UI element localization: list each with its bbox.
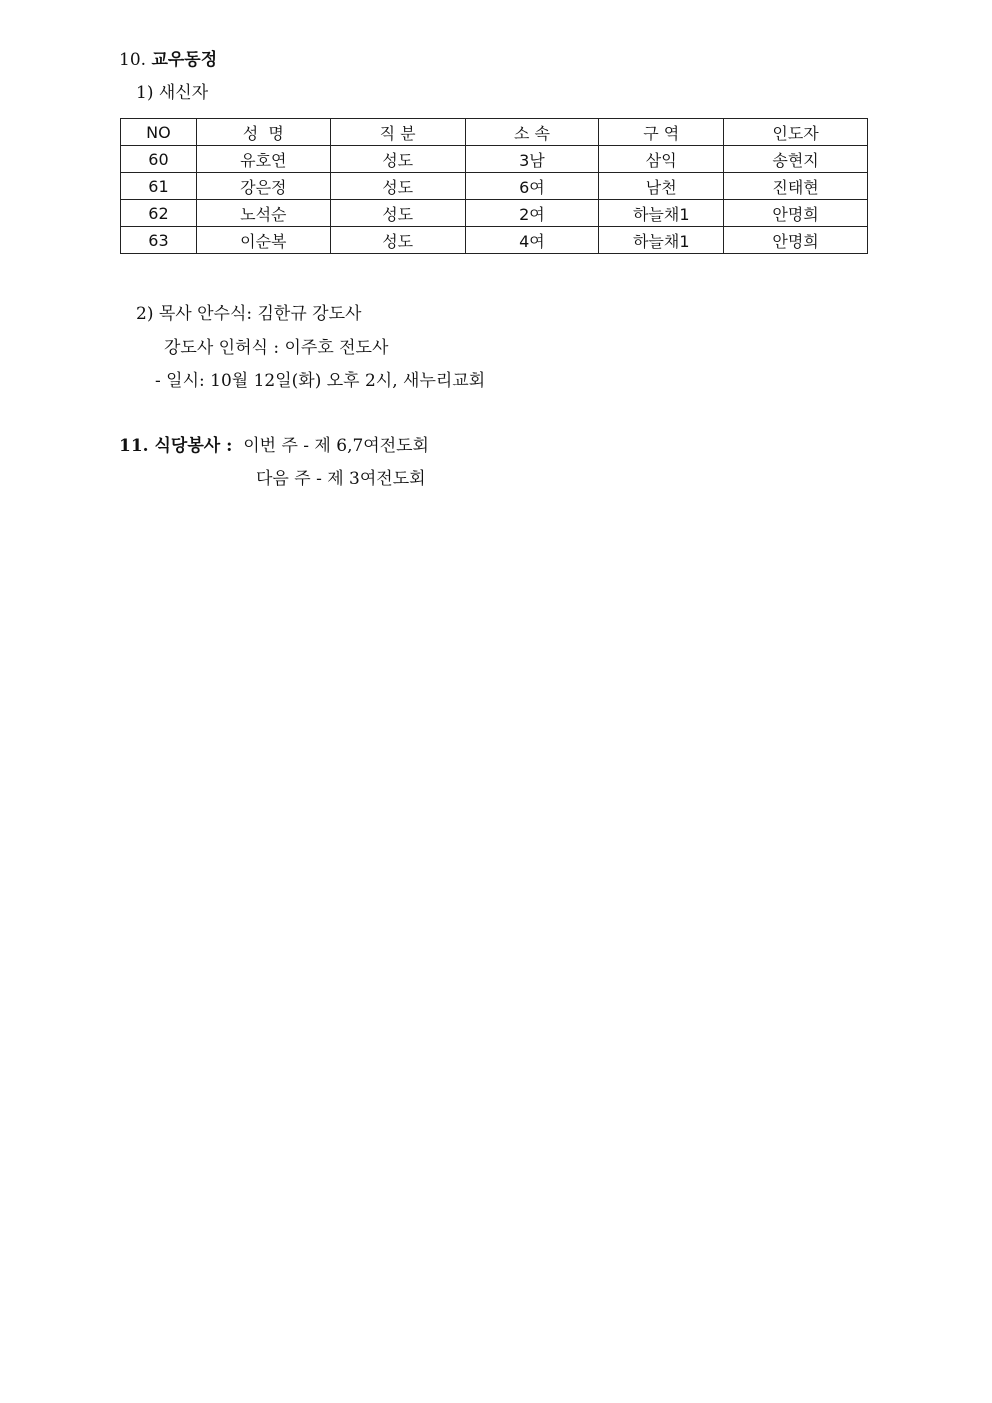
- cell-no: 63: [121, 227, 197, 254]
- table-row: [121, 173, 868, 200]
- newcomers-subtitle: 1) 새신자: [136, 83, 209, 103]
- cell-affiliation: 6여: [465, 173, 599, 200]
- cell-position: 성도: [330, 227, 465, 254]
- cell-guide: 안명희: [724, 227, 868, 254]
- cell-position: 성도: [330, 200, 465, 227]
- table-header-row: [121, 119, 868, 146]
- section-10-number: 10.: [119, 50, 147, 70]
- newcomers-table: [120, 118, 868, 254]
- header-affiliation: 소 속: [465, 119, 599, 146]
- cell-guide: 송현지: [724, 146, 868, 173]
- cell-name: 이순복: [196, 227, 330, 254]
- section-10-heading: [119, 49, 217, 71]
- header-position: 직 분: [330, 119, 465, 146]
- cell-affiliation: 4여: [465, 227, 599, 254]
- licensing-line: 강도사 인허식 : 이주호 전도사: [164, 338, 389, 358]
- cell-position: 성도: [330, 146, 465, 173]
- kitchen-service-next-week: 다음 주 - 제 3여전도회: [256, 469, 426, 489]
- section-11-label: 11. 식당봉사 :: [119, 436, 233, 456]
- cell-position: 성도: [330, 173, 465, 200]
- header-no: NO: [121, 119, 197, 146]
- kitchen-service-this-week: 이번 주 - 제 6,7여전도회: [243, 436, 429, 456]
- cell-district: 하늘채1: [599, 200, 724, 227]
- table-row: [121, 146, 868, 173]
- table-row: [121, 200, 868, 227]
- cell-district: 삼익: [599, 146, 724, 173]
- cell-no: 60: [121, 146, 197, 173]
- section-11-heading: [119, 435, 429, 457]
- ceremony-date-line: - 일시: 10월 12일(화) 오후 2시, 새누리교회: [155, 371, 486, 391]
- cell-guide: 진태현: [724, 173, 868, 200]
- cell-district: 하늘채1: [599, 227, 724, 254]
- cell-guide: 안명희: [724, 200, 868, 227]
- cell-no: 62: [121, 200, 197, 227]
- cell-name: 강은정: [196, 173, 330, 200]
- cell-affiliation: 2여: [465, 200, 599, 227]
- header-guide: 인도자: [724, 119, 868, 146]
- cell-name: 노석순: [196, 200, 330, 227]
- header-name: 성 명: [196, 119, 330, 146]
- ordination-line: 2) 목사 안수식: 김한규 강도사: [136, 304, 362, 324]
- cell-no: 61: [121, 173, 197, 200]
- cell-affiliation: 3남: [465, 146, 599, 173]
- cell-district: 남천: [599, 173, 724, 200]
- section-10-title: 교우동정: [151, 50, 218, 70]
- table-row: [121, 227, 868, 254]
- header-district: 구 역: [599, 119, 724, 146]
- cell-name: 유호연: [196, 146, 330, 173]
